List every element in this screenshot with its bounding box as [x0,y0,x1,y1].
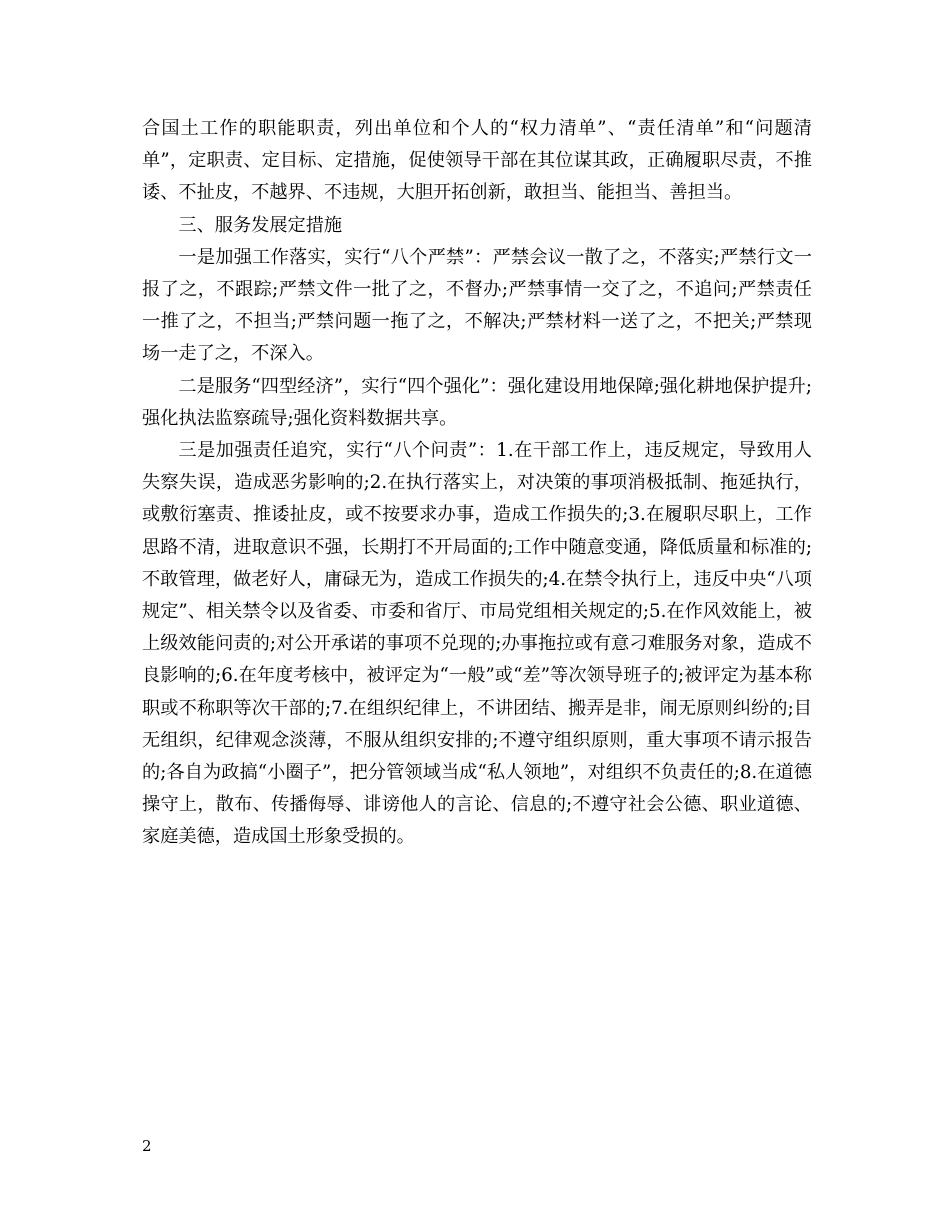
paragraph-continuation: 合国土工作的职能职责，列出单位和个人的“权力清单”、“责任清单”和“问题清单”，定职责、定目标、定措施，促使领导干部在其位谋其政，正确履职尽责，不推诿、不扯皮，不越界、不违规，大胆开拓创新，敢担当、能担当、善担当。 [142,118,812,204]
section-heading: 三、服务发展定措施 [178,214,343,236]
page-number: 2 [142,1137,152,1155]
paragraph-four-strengthenings: 二是服务“四型经济”，实行“四个强化”：强化建设用地保障;强化耕地保护提升;强化执法监察疏导;强化资料数据共享。 [142,375,812,429]
paragraph-eight-accountabilities: 三是加强责任追究，实行“八个问责”：1.在干部工作上，违反规定，导致用人失察失误，造成恶劣影响的;2.在执行落实上，对决策的事项消极抵制、拖延执行，或敷衍塞责、推诿扯皮，或不按要求办事，造成工作损失的;3.在履职尽职上，工作思路不清，进取意识不强，长期打不开局面的;工作中随意变通，降低质量和标准的;不敢管理，做老好人，庸碌无为，造成工作损失的;4.在禁令执行上，违反中央“八项规定”、相关禁令以及省委、市委和省厅、市局党组相关规定的;5.在作风效能上，被上级效能问责的;对公开承诺的事项不兑现的;办事拖拉或有意刁难服务对象，造成不良影响的;6.在年度考核中，被评定为“一般”或“差”等次领导班子的;被评定为基本称职或不称职等次干部的;7.在组织纪律上，不讲团结、搬弄是非，闹无原则纠纷的;目无组织，纪律观念淡薄，不服从组织安排的;不遵守组织原则，重大事项不请示报告的;各自为政搞“小圈子”，把分管领域当成“私人领地”，对组织不负责任的;8.在道德操守上，散布、传播侮辱、诽谤他人的言论、信息的;不遵守社会公德、职业道德、家庭美德，造成国土形象受损的。 [142,440,812,848]
document-body [142,113,812,854]
paragraph-eight-prohibitions: 一是加强工作落实，实行“八个严禁”：严禁会议一散了之，不落实;严禁行文一报了之，不跟踪;严禁文件一批了之，不督办;严禁事情一交了之，不追问;严禁责任一推了之，不担当;严禁问题一拖了之，不解决;严禁材料一送了之，不把关;严禁现场一走了之，不深入。 [142,246,812,365]
